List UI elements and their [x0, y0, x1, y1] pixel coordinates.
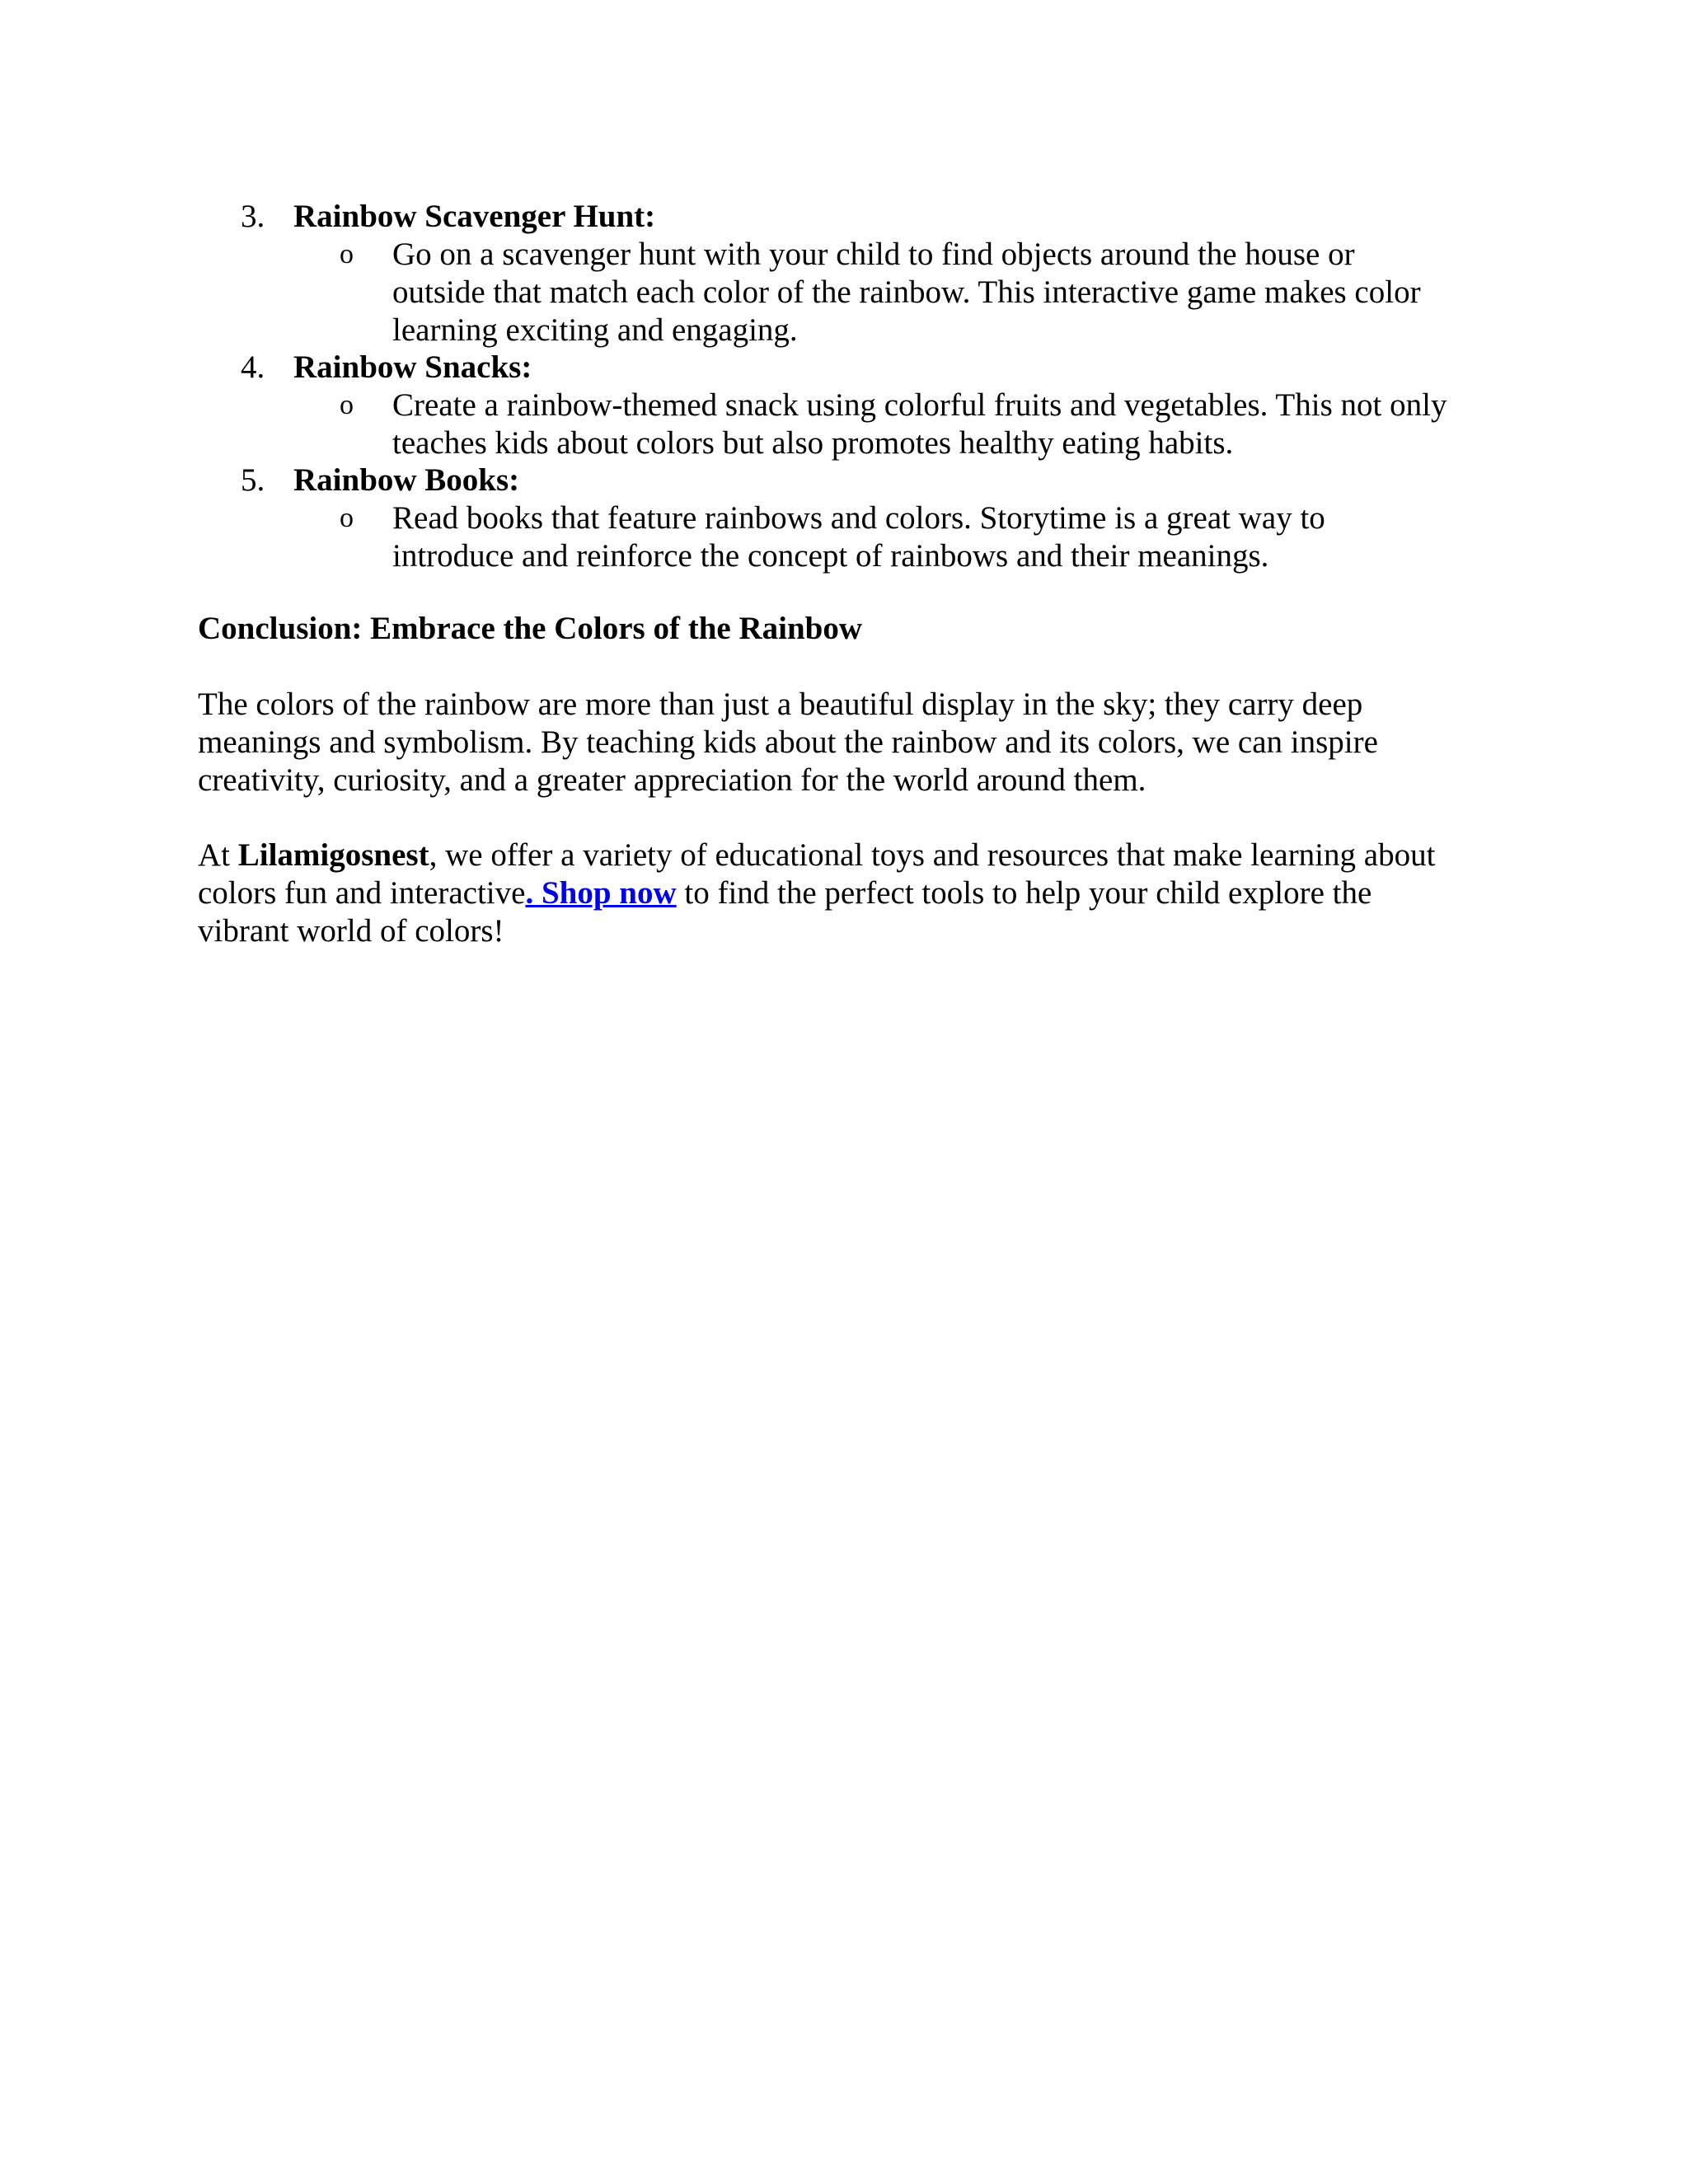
text-line: Create a rainbow-themed snack using colorful fruits and vegetables. This not only	[392, 387, 1447, 423]
text-line: learning exciting and engaging.	[392, 312, 798, 348]
text-line: Go on a scavenger hunt with your child to find objects around the house or	[392, 237, 1355, 272]
list-number: 3.	[241, 199, 265, 234]
text-line: The colors of the rainbow are more than just a beautiful display in the sky; they carry deep	[198, 687, 1363, 722]
text-line	[198, 837, 1517, 874]
text-line: creativity, curiosity, and a greater appreciation for the world around them.	[198, 762, 1146, 798]
conclusion-heading: Conclusion: Embrace the Colors of the Rainbow	[198, 611, 862, 646]
brand-name: Lilamigosnest	[237, 837, 429, 873]
text-line: vibrant world of colors!	[198, 913, 504, 949]
text-line: introduce and reinforce the concept of rainbows and their meanings.	[392, 538, 1269, 574]
bullet-icon: o	[340, 239, 354, 269]
text-segment: , we offer a variety of educational toys and resources that make learning about	[429, 837, 1436, 873]
sub-item-text	[392, 387, 1493, 462]
text-line	[198, 874, 1517, 912]
list-item-title: Rainbow Scavenger Hunt:	[293, 199, 656, 234]
text-line: outside that match each color of the rainbow. This interactive game makes color	[392, 274, 1421, 310]
text-line: Read books that feature rainbows and colors. Storytime is a great way to	[392, 500, 1325, 536]
list-item-title: Rainbow Snacks:	[293, 349, 532, 385]
list-item-title: Rainbow Books:	[293, 462, 520, 498]
shop-paragraph	[198, 837, 1517, 950]
sub-item-text	[392, 236, 1493, 349]
text-segment: to find the perfect tools to help your child explore the	[676, 875, 1372, 911]
list-number: 4.	[241, 349, 265, 385]
conclusion-paragraph	[198, 686, 1517, 799]
shop-now-link[interactable]: . Shop now	[525, 875, 677, 911]
list-number: 5.	[241, 462, 265, 498]
bullet-icon: o	[340, 503, 354, 533]
text-line: teaches kids about colors but also promotes healthy eating habits.	[392, 425, 1234, 461]
text-segment: At	[198, 837, 238, 873]
text-segment: colors fun and interactive	[198, 875, 526, 911]
sub-item-text	[392, 499, 1493, 575]
text-line: meanings and symbolism. By teaching kids about the rainbow and its colors, we can inspire	[198, 724, 1378, 760]
bullet-icon: o	[340, 390, 354, 420]
